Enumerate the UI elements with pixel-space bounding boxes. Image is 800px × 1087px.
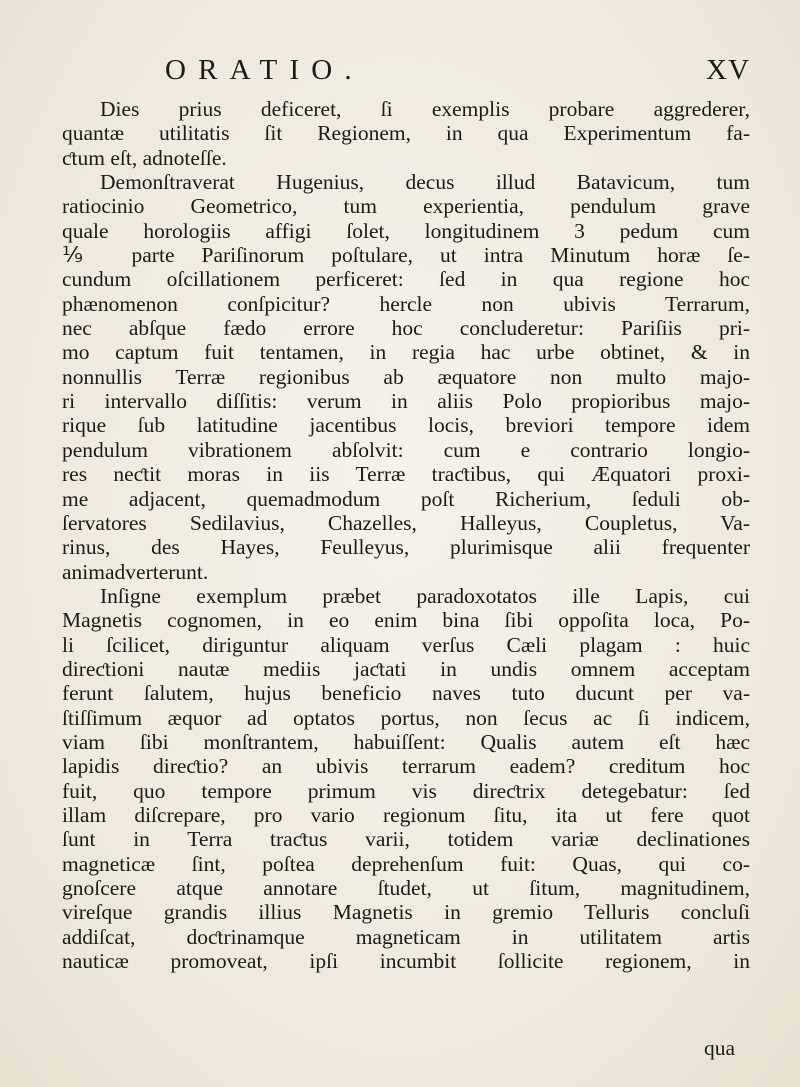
text-line: lapidis direƈtio? an ubivis terrarum eadem? creditum hoc xyxy=(62,754,750,779)
body-text xyxy=(62,97,750,973)
text-line: illam diſcrepare, pro vario regionum ſitu, ita ut fere quot xyxy=(62,802,750,827)
text-line: Magnetis cognomen, in eo enim bina ſibi oppoſita loca, Po- xyxy=(62,608,750,633)
text-line: direƈtioni nautæ mediis jaƈtati in undis omnem acceptam xyxy=(62,656,750,681)
text-line: nonnullis Terræ regionibus ab æquatore non multo majo- xyxy=(62,364,750,389)
text-line: animadverterunt. xyxy=(62,559,209,584)
page-number: XV xyxy=(706,54,751,86)
text-line: nec abſque fædo errore hoc concluderetur: Pariſiis pri- xyxy=(62,316,750,341)
text-line: ratiocinio Geometrico, tum experientia, pendulum grave xyxy=(62,194,750,219)
text-line: quantæ utilitatis ſit Regionem, in qua Experimentum fa- xyxy=(62,121,750,146)
text-line: ri intervallo diſſitis: verum in aliis Polo propioribus majo- xyxy=(62,389,750,414)
text-line: quale horologiis affigi ſolet, longitudinem 3 pedum cum xyxy=(62,218,750,243)
text-line: rique ſub latitudine jacentibus locis, breviori tempore idem xyxy=(62,413,750,438)
text-line: fuit, quo tempore primum vis direƈtrix detegebatur: ſed xyxy=(62,778,750,803)
text-line: nauticæ promoveat, ipſi incumbit ſollicite regionem, in xyxy=(62,949,750,974)
catchword: qua xyxy=(704,1036,736,1060)
text-line: vireſque grandis illius Magnetis in gremio Telluris concluſi xyxy=(62,900,750,925)
page-header xyxy=(0,52,800,92)
text-line: cundum oſcillationem perficeret: ſed in qua regione hoc xyxy=(62,267,750,292)
text-line: mo captum fuit tentamen, in regia hac urbe obtinet, & in xyxy=(62,340,750,365)
text-line: Dies prius deficeret, ſi exemplis probare aggrederer, xyxy=(100,97,750,121)
text-line: res neƈtit moras in iis Terræ traƈtibus, qui Æquatori proxi- xyxy=(62,462,750,487)
running-title: ORATIO. xyxy=(165,54,364,86)
text-line: ſtiſſimum æquor ad optatos portus, non ſecus ac ſi indicem, xyxy=(62,705,750,730)
text-line: Demonſtraverat Hugenius, decus illud Batavicum, tum xyxy=(100,170,750,195)
text-line: pendulum vibrationem abſolvit: cum e contrario longio- xyxy=(62,437,750,462)
text-line: gnoſcere atque annotare ſtudet, ut ſitum, magnitudinem, xyxy=(62,876,750,900)
text-line: rinus, des Hayes, Feulleyus, plurimisque alii frequenter xyxy=(62,535,750,560)
text-line: magneticæ ſint, poſtea deprehenſum fuit: Quas, qui co- xyxy=(62,851,750,876)
text-line: viam ſibi monſtrantem, habuiſſent: Qualis autem eſt hæc xyxy=(62,729,750,754)
text-line: ſervatores Sedilavius, Chazelles, Halleyus, Coupletus, Va- xyxy=(62,510,750,535)
text-line: ⅑ parte Pariſinorum poſtulare, ut intra Minutum horæ ſe- xyxy=(62,243,750,268)
text-line: Inſigne exemplum præbet paradoxotatos ille Lapis, cui xyxy=(100,583,750,608)
text-line: phænomenon conſpicitur? hercle non ubivis Terrarum, xyxy=(62,291,750,316)
text-line: li ſcilicet, diriguntur aliquam verſus Cæli plagam : huic xyxy=(62,632,750,657)
text-line: addiſcat, doƈtrinamque magneticam in utilitatem artis xyxy=(62,924,750,949)
text-line: me adjacent, quemadmodum poſt Richerium, ſeduli ob- xyxy=(62,486,750,511)
text-line: ferunt ſalutem, hujus beneficio naves tuto ducunt per va- xyxy=(62,681,750,706)
text-line: ſunt in Terra traƈtus varii, totidem variæ declinationes xyxy=(62,827,750,852)
text-line: ƈtum eſt, adnoteſſe. xyxy=(62,145,227,170)
